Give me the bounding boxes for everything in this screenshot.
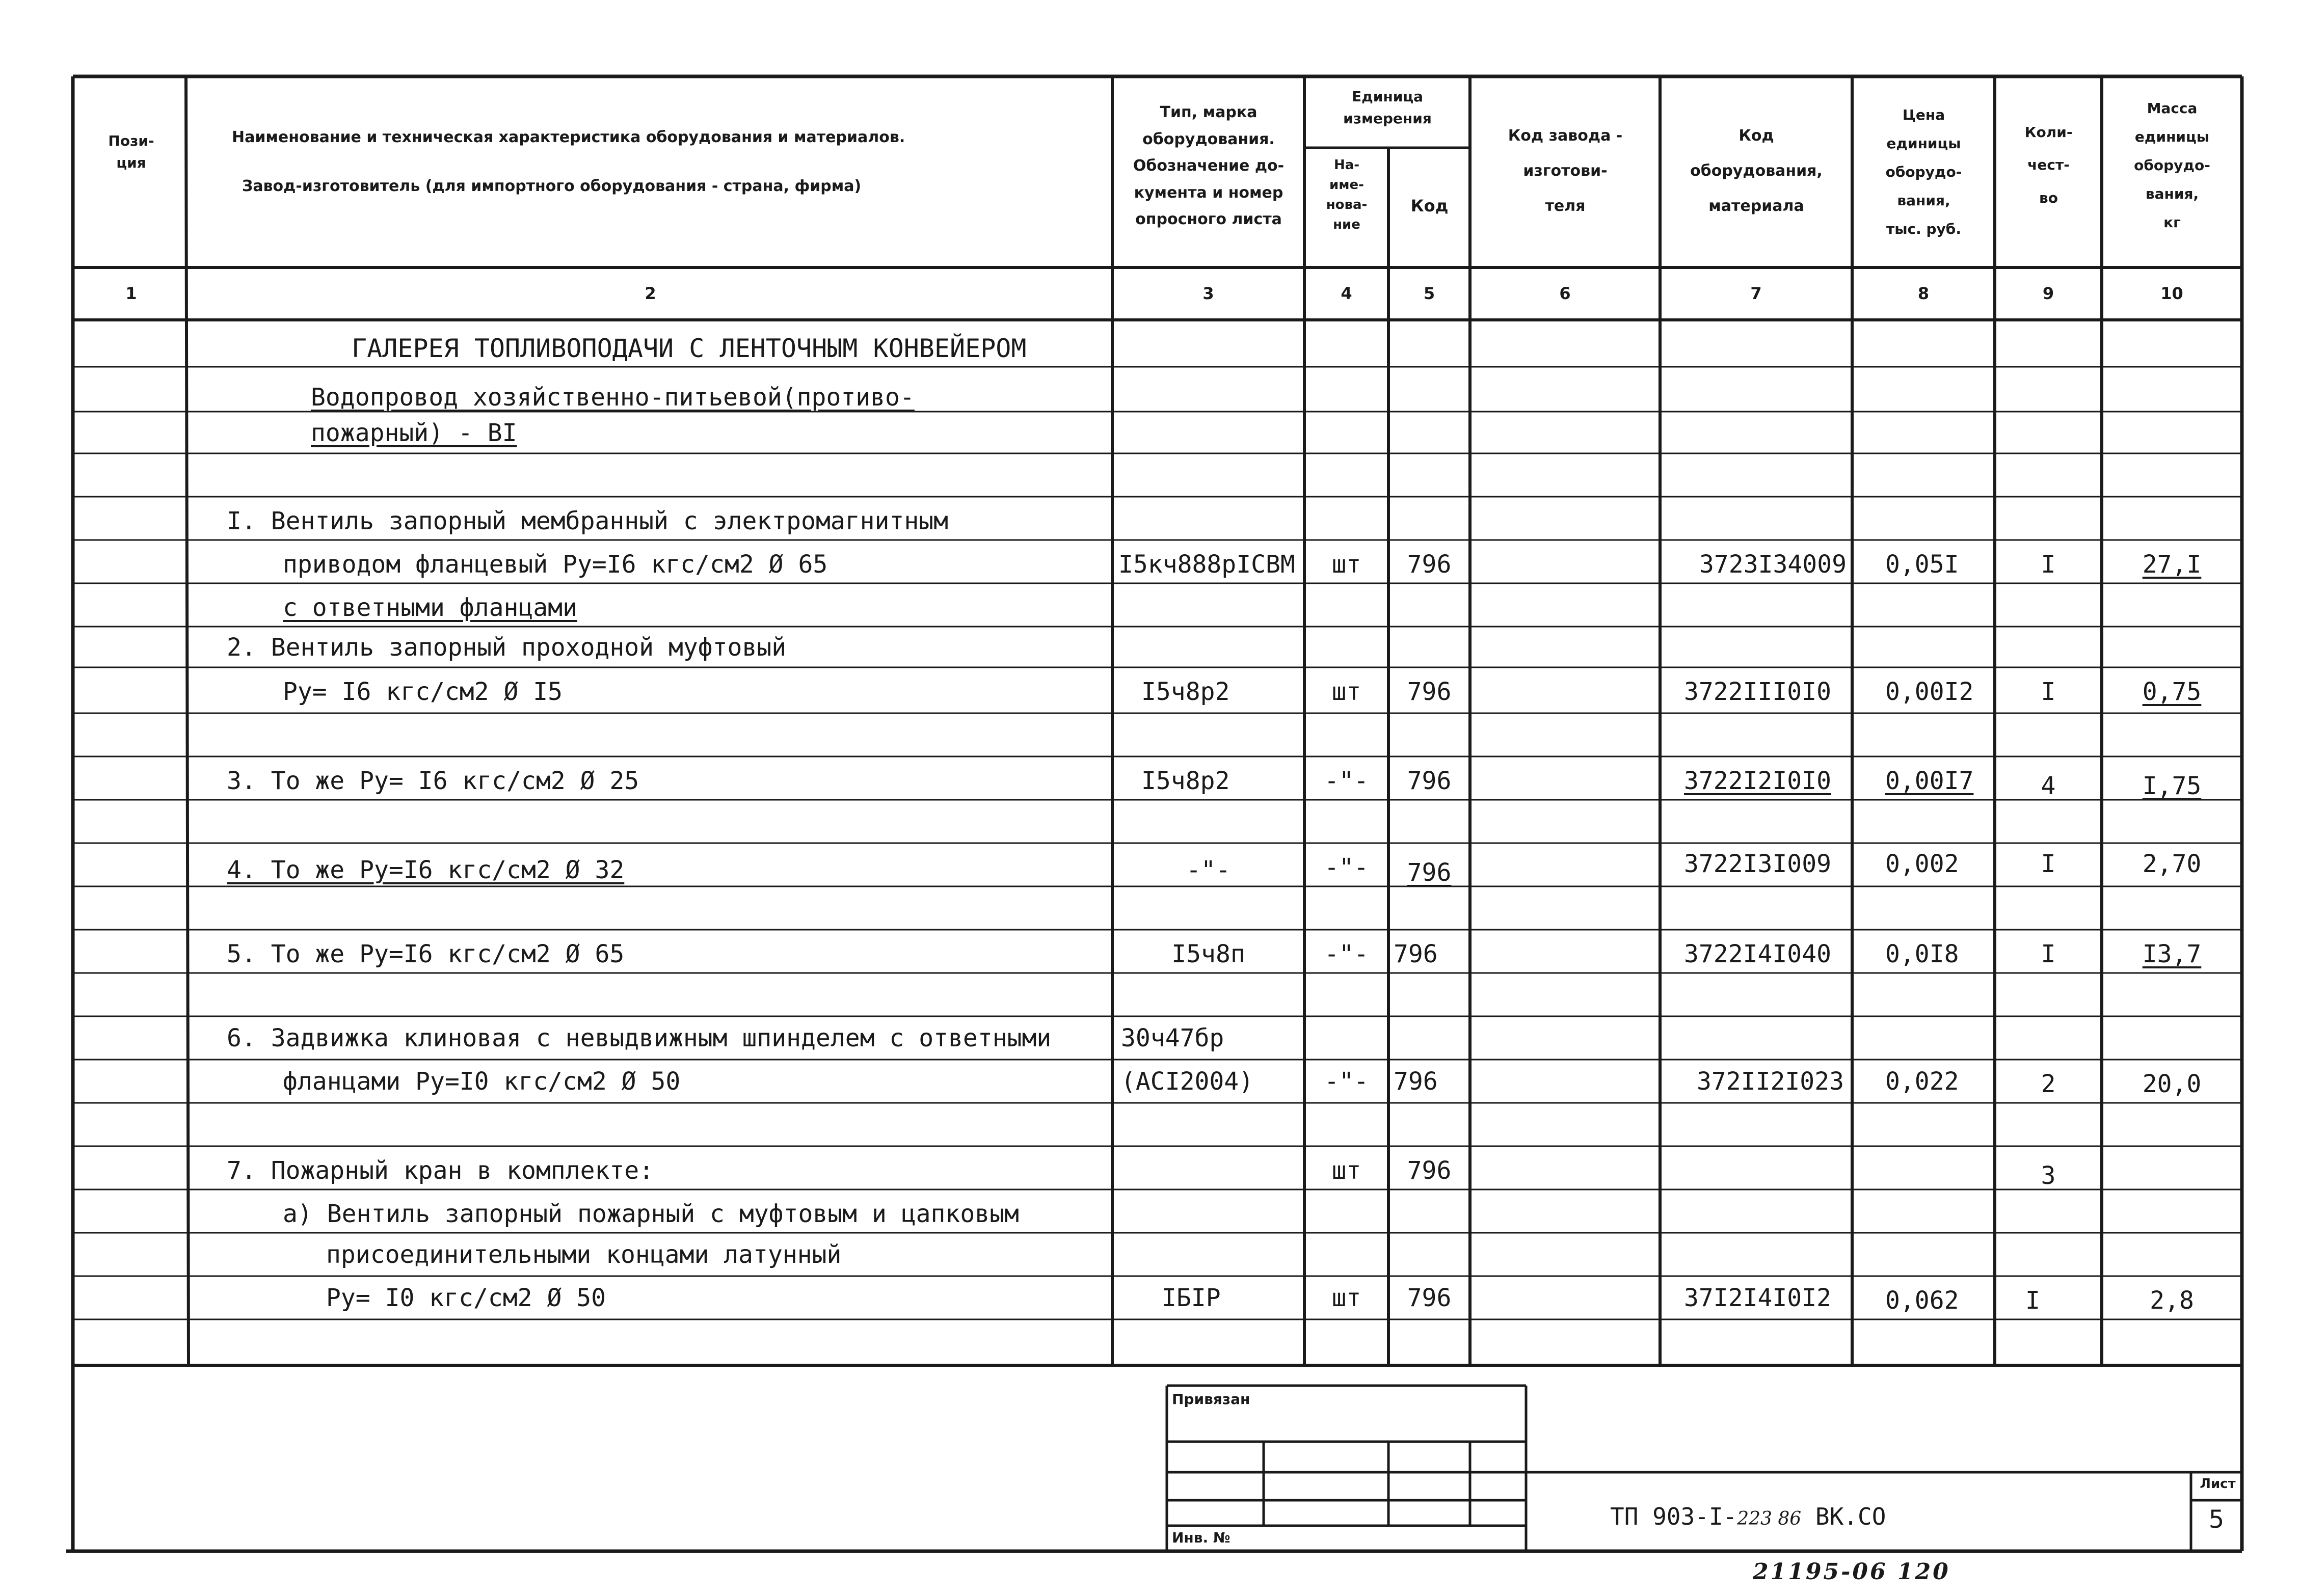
row-7a-mass: 2,8 [2150,1286,2194,1315]
row-6-name-line2: фланцами Ру=I0 кгс/см2 Ø 50 [283,1067,681,1096]
header-manufacturer-code: Код завода - изготови- теля [1508,127,1623,215]
col-number: 9 [2042,284,2054,303]
row-3-quantity: 4 [2041,772,2056,800]
col-number: 4 [1341,284,1352,303]
row-2-unit-code: 796 [1407,678,1452,706]
row-5-quantity: I [2041,940,2056,968]
row-1-unit-code: 796 [1407,550,1452,579]
col-number: 3 [1202,284,1214,303]
section-title: ГАЛЕРЕЯ ТОПЛИВОПОДАЧИ С ЛЕНТОЧНЫМ КОНВЕЙЕРОМ [352,334,1027,363]
stamp-inv-number: Инв. № [1172,1529,1231,1546]
col-number: 8 [1917,284,1930,303]
row-7-unit-code: 796 [1407,1156,1452,1185]
row-7a-type: IБIР [1162,1284,1221,1312]
row-2-name-line2: Ру= I6 кгс/см2 Ø I5 [283,678,563,706]
row-4-type: -"- [1186,856,1231,884]
document-code-prefix: ТП 903-I- [1610,1503,1737,1530]
row-6-equipment-code: 372II2I023 [1697,1067,1844,1096]
row-3-unit: -"- [1324,767,1369,795]
row-3-unit-code: 796 [1407,767,1452,795]
row-7a-name-line1: а) Вентиль запорный пожарный с муфтовым и цапковым [283,1200,1019,1228]
row-2-name-line1: 2. Вентиль запорный проходной муфтовый [227,633,787,662]
row-1-name-line2: приводом фланцевый Ру=I6 кгс/см2 Ø 65 [283,550,828,579]
row-2-type: I5ч8р2 [1141,678,1230,706]
row-4-quantity: I [2041,850,2056,878]
row-1-quantity: I [2041,550,2056,579]
row-6-name-line1: 6. Задвижка клиновая с невыдвижным шпинделем с ответными [227,1024,1052,1052]
row-1-type: I5кч888рIСВМ [1118,550,1295,579]
bottom-handwritten-note: 21195-06 120 [1753,1559,1950,1585]
row-7-name: 7. Пожарный кран в комплекте: [227,1156,654,1185]
row-6-type-line1: 30ч47бр [1121,1024,1224,1052]
header-position: Пози- ция [108,132,154,172]
row-1-unit: шт [1331,550,1361,579]
row-5-unit: -"- [1324,940,1369,968]
header-unit-name: На- име- нова- ние [1326,157,1368,232]
row-7a-unit: шт [1331,1284,1361,1312]
row-2-equipment-code: 3722III0I0 [1684,678,1831,706]
row-6-unit: -"- [1324,1067,1369,1096]
row-4-unit: -"- [1324,853,1369,882]
document-code [1610,1503,1886,1530]
row-5-type: I5ч8п [1171,940,1245,968]
sheet-label: Лист [2200,1476,2236,1492]
row-7-unit: шт [1331,1156,1361,1185]
row-5-price: 0,0I8 [1885,940,1959,968]
row-4-unit-code: 796 [1407,858,1452,887]
row-1-name-line1: I. Вентиль запорный мембранный с электромагнитным [227,507,949,535]
row-6-price: 0,022 [1885,1067,1959,1096]
row-3-mass: I,75 [2142,772,2202,800]
row-1-name-line3: с ответными фланцами [283,593,577,622]
stamp-privyazan: Привязан [1172,1391,1250,1408]
row-6-quantity: 2 [2041,1070,2056,1098]
row-7a-quantity: I [2025,1286,2040,1315]
row-2-price: 0,00I2 [1885,678,1974,706]
col-number: 7 [1750,284,1762,303]
header-equipment-code: Код оборудования, материала [1690,127,1823,215]
col-number: 2 [645,284,656,303]
header-unit: Единица измерения [1343,88,1432,127]
sheet-number: 5 [2208,1505,2225,1534]
document-code-suffix: ВК.СО [1815,1503,1886,1530]
row-7-quantity: 3 [2041,1161,2056,1190]
row-3-price: 0,00I7 [1885,767,1974,795]
row-5-unit-code: 796 [1394,940,1438,968]
row-7a-unit-code: 796 [1407,1284,1452,1312]
row-3-equipment-code: 3722I2I0I0 [1684,767,1831,795]
row-1-mass: 27,I [2142,550,2202,579]
col-number: 6 [1559,284,1571,303]
row-4-price: 0,002 [1885,850,1959,878]
row-6-type-line2: (АСI2004) [1121,1067,1254,1096]
subsection-line1: Водопровод хозяйственно-питьевой(противо- [311,383,915,412]
row-3-name: 3. То же Ру= I6 кгс/см2 Ø 25 [227,767,639,795]
row-2-mass: 0,75 [2142,678,2202,706]
row-4-name: 4. То же Ру=I6 кгс/см2 Ø 32 [227,856,625,884]
row-4-equipment-code: 3722I3I009 [1684,850,1831,878]
row-7a-name-line3: Ру= I0 кгс/см2 Ø 50 [326,1284,606,1312]
header-quantity: Коли- чест- во [2024,124,2073,206]
row-2-unit: шт [1331,678,1361,706]
subsection-line2: пожарный) - ВI [311,419,517,447]
row-7a-equipment-code: 37I2I4I0I2 [1684,1284,1831,1312]
header-type: Тип, марка оборудования. Обозначение до- кумента и номер опросного листа [1133,103,1285,228]
row-7a-name-line2: присоединительными концами латунный [326,1240,842,1269]
row-5-mass: I3,7 [2142,940,2202,968]
col-number: 5 [1423,284,1435,303]
header-mass: Масса единицы оборудо- вания, кг [2134,100,2210,231]
col-number: 1 [125,284,137,303]
row-1-price: 0,05I [1885,550,1959,579]
header-unit-code: Код [1410,196,1449,215]
row-4-mass: 2,70 [2142,850,2202,878]
header-name-line2: Завод-изготовитель (для импортного оборудования - страна, фирма) [242,177,862,195]
row-7a-price: 0,062 [1885,1286,1959,1315]
col-number: 10 [2160,284,2183,303]
header-price: Цена единицы оборудо- вания, тыс. руб. [1885,106,1962,237]
document-code-handwritten: 223 86 [1737,1508,1802,1529]
row-6-unit-code: 796 [1394,1067,1438,1096]
header-name-line1: Наименование и техническая характеристика оборудования и материалов. [232,128,905,146]
row-3-type: I5ч8р2 [1141,767,1230,795]
row-1-equipment-code: 3723I34009 [1699,550,1847,579]
row-5-equipment-code: 3722I4I040 [1684,940,1831,968]
row-2-quantity: I [2041,678,2056,706]
row-6-mass: 20,0 [2142,1070,2202,1098]
row-5-name: 5. То же Ру=I6 кгс/см2 Ø 65 [227,940,625,968]
